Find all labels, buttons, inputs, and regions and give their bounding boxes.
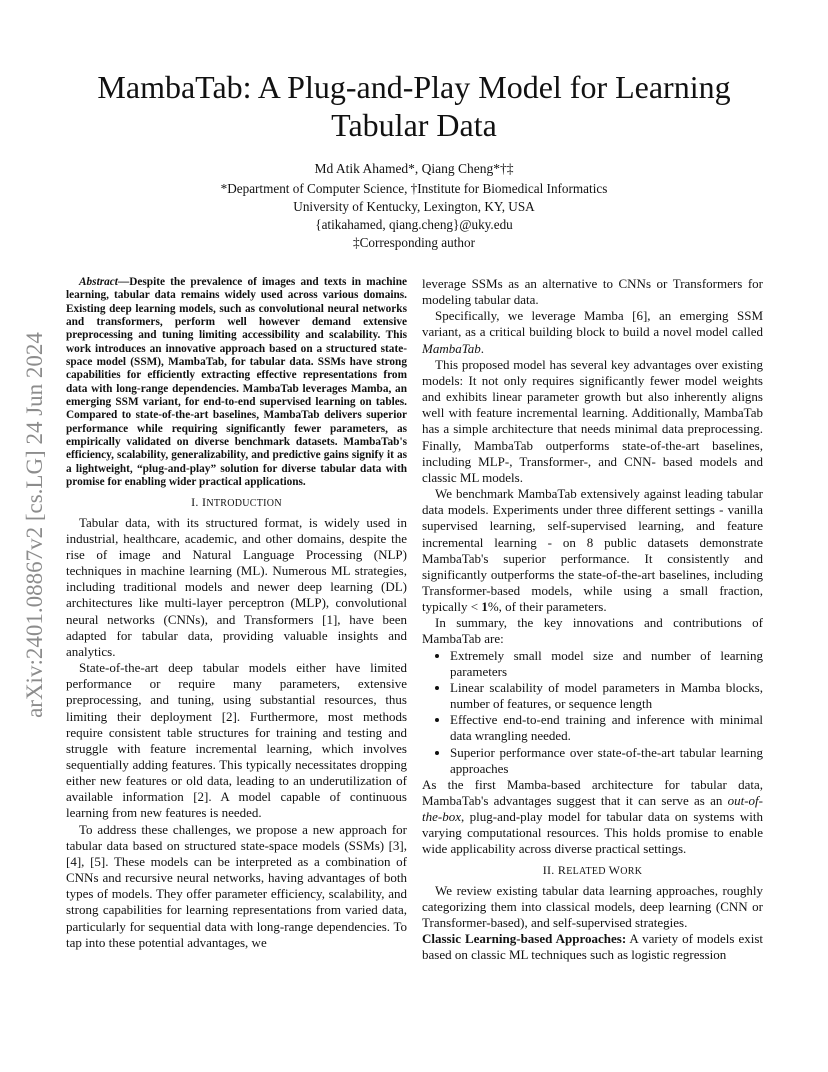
contribution-list: [422, 648, 763, 777]
body-paragraph: As the first Mamba-based architecture for tabular data, MambaTab's advantages suggest that it can serve as an out-of-the-box, plug-and-play model for tabular data on systems with varying computational resources. This holds promise to enable wide applicability across diverse practical settings.: [422, 776, 763, 857]
body-paragraph: We review existing tabular data learning approaches, roughly categorizing them into classical models, deep learning (CNN or Transformer-based), and self-supervised strategies.: [422, 882, 763, 931]
body-paragraph: We benchmark MambaTab extensively against leading tabular data models. Experiments under three different settings - vanilla supervised learning, self-supervised learning, and feature incremental learning - on 8 public datasets demonstrate MambaTab's superior performance. It consistently and significantly outperforms the state-of-the-art baselines, including Transformer-based models, while using a small fraction, typically < 1%, of their parameters.: [422, 486, 763, 615]
affiliations: [60, 180, 768, 252]
abstract-text: —Despite the prevalence of images and texts in machine learning, tabular data remains widely used across various domains. Existing deep learning models, such as convolutional neural networks and transformers, perform well however demand extensive preprocessing and tuning limiting accessibility and scalability. This work introduces an innovative approach based on a structured state-space model (SSM), MambaTab, for tabular data. SSMs have strong capabilities for efficiently extracting effective representations from data with long-range dependencies. MambaTab leverages Mamba, an emerging SSM variant, for end-to-end supervised learning on tables. Compared to state-of-the-art baselines, MambaTab delivers superior performance while requiring significantly fewer parameters, as empirically validated on diverse benchmark datasets. MambaTab's efficiency, scalability, generalizability, and predictive gains signify it as a lightweight, “plug-and-play” solution for diverse tabular data with promise for enabling wider practical applications.: [66, 276, 407, 489]
right-column: [422, 276, 763, 964]
author-list: Md Atik Ahamed*, Qiang Cheng*†‡: [314, 161, 514, 176]
intro-paragraph: To address these challenges, we propose a new approach for tabular data based on structured state-space models (SSMs) [3], [4], [5]. These models can be interpreted as a combination of CNNs and recursive neural networks, having advantages of both types of models. They offer parameter efficiency, scalability, and strong capabilities for learning representations from varied data, particularly for sequential data with long-range dependencies. To tap into these potential advantages, we: [66, 821, 407, 950]
abstract: [66, 276, 407, 490]
email-line: {atikahamed, qiang.cheng}@uky.edu: [315, 217, 513, 232]
section-heading-related-work: II. RELATED WORK: [542, 862, 643, 877]
corresponding-note: ‡Corresponding author: [353, 235, 475, 250]
section-heading-introduction: I. INTRODUCTION: [191, 494, 282, 509]
body-paragraph: leverage SSMs as an alternative to CNNs or Transformers for modeling tabular data.: [422, 276, 763, 308]
abstract-label: Abstract: [79, 276, 118, 288]
body-paragraph: Classic Learning-based Approaches: A variety of models exist based on classic ML techniques such as logistic regression: [422, 931, 763, 963]
body-paragraph: This proposed model has several key advantages over existing models: It not only requires significantly fewer model weights and exhibits linear parameter growth but also inherently aligns well with feature incremental learning. Additionally, MambaTab has a simple architecture that needs minimal data preprocessing. Finally, MambaTab outperforms state-of-the-art baselines, including MLP-, Transformer-, and CNN- based models and classic ML models.: [422, 356, 763, 485]
list-item: • Linear scalability of model parameters in Mamba blocks, number of features, or sequence length: [450, 680, 763, 712]
list-item: • Superior performance over state-of-the-art tabular learning approaches: [450, 745, 763, 777]
affiliation-line: *Department of Computer Science, †Institute for Biomedical Informatics: [220, 181, 608, 196]
arxiv-identifier: arXiv:2401.08867v2 [cs.LG] 24 Jun 2024: [22, 332, 47, 718]
list-item: • Extremely small model size and number of learning parameters: [450, 648, 763, 680]
intro-paragraph: Tabular data, with its structured format, is widely used in industrial, healthcare, academic, and other domains, despite the rise of image and Natural Language Processing (NLP) techniques in machine learning (ML). Numerous ML strategies, including traditional models and newer deep learning (DL) architectures like multi-layer perceptron (MLP), convolutional neural networks (CNNs), and Transformers [1], have been adapted for tabular data, providing valuable insights and analytics.: [66, 514, 407, 659]
paper-title: MambaTab: A Plug-and-Play Model for Learning Tabular Data: [97, 69, 731, 143]
intro-paragraph: State-of-the-art deep tabular models either have limited performance or require many parameters, extensive preprocessing, and tuning, using substantial resources, thus limiting their deployment [2]. Furthermore, most methods require consistent table structures for training and testing and struggle with feature incremental learning, which involves sequentially adding features. This typically necessitates dropping either new features or old data, leading to an underutilization of available information [2]. A model capable of continuous learning from new features is needed.: [66, 660, 407, 821]
left-column: [66, 276, 407, 951]
list-item: • Effective end-to-end training and inference with minimal data wrangling needed.: [450, 712, 763, 744]
body-paragraph: In summary, the key innovations and contributions of MambaTab are:: [422, 615, 763, 647]
body-paragraph: Specifically, we leverage Mamba [6], an emerging SSM variant, as a critical building block to build a novel model called MambaTab.: [422, 308, 763, 356]
affiliation-line: University of Kentucky, Lexington, KY, USA: [293, 199, 535, 214]
